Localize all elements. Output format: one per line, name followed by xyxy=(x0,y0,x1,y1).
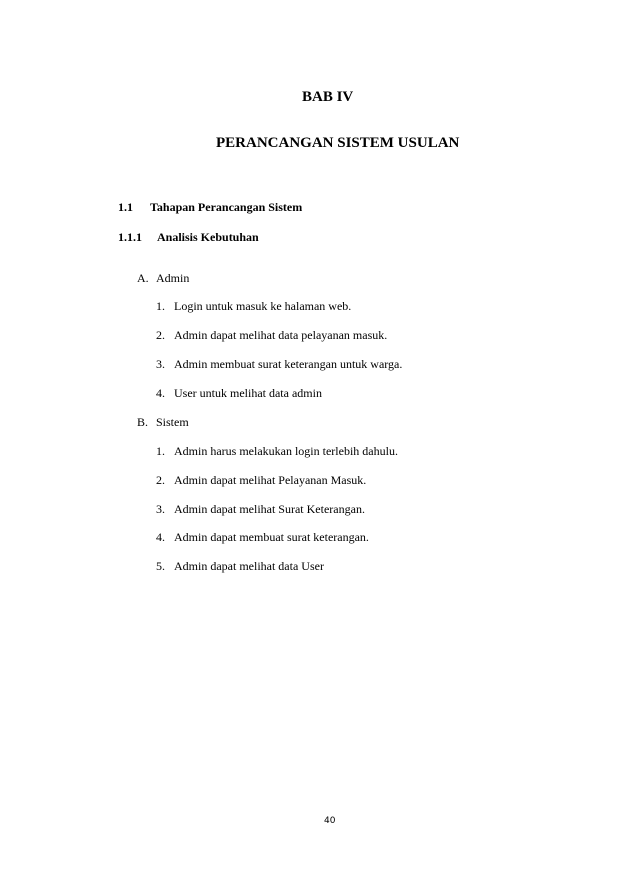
section-number: 1.1 xyxy=(118,200,133,214)
section-title: Tahapan Perancangan Sistem xyxy=(150,200,303,214)
list-item-number: 4. xyxy=(156,530,165,544)
list-item: Login untuk masuk ke halaman web. xyxy=(174,299,352,313)
list-item-number: 5. xyxy=(156,559,165,573)
list-item: User untuk melihat data admin xyxy=(174,386,322,400)
chapter-title: PERANCANGAN SISTEM USULAN xyxy=(216,135,460,151)
chapter-label: BAB IV xyxy=(302,89,354,105)
subsection-number: 1.1.1 xyxy=(118,230,142,244)
list-item: Admin harus melakukan login terlebih dahulu. xyxy=(174,444,398,458)
list-item: Admin membuat surat keterangan untuk warga. xyxy=(174,357,403,371)
list-item-number: 3. xyxy=(156,502,165,516)
list-item: Admin dapat melihat data User xyxy=(174,559,324,573)
group-label-sistem: Sistem xyxy=(156,415,189,429)
list-item-number: 1. xyxy=(156,444,165,458)
list-item-number: 3. xyxy=(156,357,165,371)
group-label-admin: Admin xyxy=(156,271,190,285)
list-item-number: 2. xyxy=(156,473,165,487)
list-item-number: 4. xyxy=(156,386,165,400)
list-item: Admin dapat melihat Pelayanan Masuk. xyxy=(174,473,367,487)
list-item: Admin dapat melihat Surat Keterangan. xyxy=(174,502,365,516)
list-item: Admin dapat membuat surat keterangan. xyxy=(174,530,369,544)
list-item-number: 2. xyxy=(156,328,165,342)
list-item: Admin dapat melihat data pelayanan masuk. xyxy=(174,328,388,342)
group-marker-sistem: B. xyxy=(137,415,149,429)
subsection-title: Analisis Kebutuhan xyxy=(157,230,259,244)
group-marker-admin: A. xyxy=(137,271,149,285)
page-number: 40 xyxy=(324,816,336,826)
list-item-number: 1. xyxy=(156,299,165,313)
